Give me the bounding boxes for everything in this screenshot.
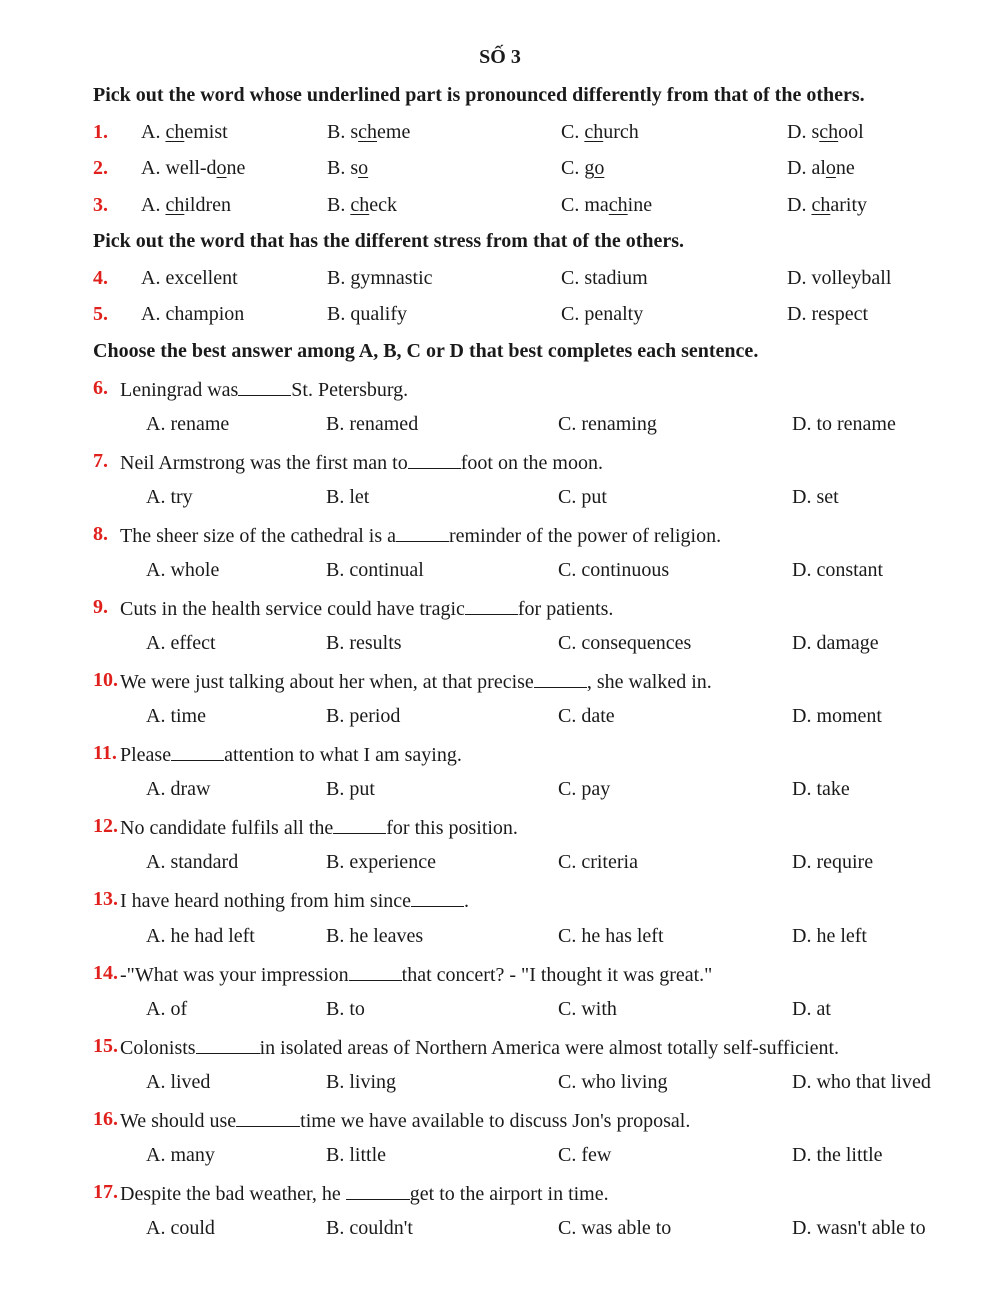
answer-blank[interactable] — [349, 962, 402, 981]
option-b[interactable]: B. continual — [326, 559, 424, 581]
option-b[interactable]: B. living — [326, 1071, 397, 1093]
option-b[interactable]: B. put — [326, 778, 375, 800]
option-c[interactable]: C. machine — [561, 194, 653, 216]
option-a[interactable]: A. draw — [146, 778, 211, 800]
answer-blank[interactable] — [346, 1181, 410, 1200]
option-a[interactable]: A. of — [146, 998, 188, 1020]
instruction-completion: Choose the best answer among A, B, C or D that best completes each sentence. — [93, 340, 759, 362]
option-d[interactable]: D. volleyball — [787, 267, 892, 289]
option-a[interactable]: A. standard — [146, 851, 239, 873]
option-b[interactable]: B. little — [326, 1144, 386, 1166]
option-d[interactable]: D. respect — [787, 303, 869, 325]
option-c[interactable]: C. criteria — [558, 851, 638, 873]
option-b[interactable]: B. let — [326, 486, 370, 508]
option-a[interactable]: A. excellent — [141, 267, 238, 289]
option-c[interactable]: C. date — [558, 705, 615, 727]
option-c[interactable]: C. go — [561, 157, 605, 179]
question-number: 11. — [93, 742, 117, 764]
question-number: 10. — [93, 669, 118, 691]
option-a[interactable]: A. lived — [146, 1071, 211, 1093]
question-stem: Colonists in isolated areas of Northern America were almost totally self-sufficient. — [120, 1037, 840, 1059]
question-number: 13. — [93, 888, 118, 910]
question-number: 3. — [93, 194, 108, 216]
option-c[interactable]: C. he has left — [558, 925, 664, 947]
instruction-pronunciation: Pick out the word whose underlined part is pronounced differently from that of the others. — [93, 84, 865, 106]
option-b[interactable]: B. qualify — [327, 303, 407, 325]
option-b[interactable]: B. period — [326, 705, 401, 727]
option-c[interactable]: C. pay — [558, 778, 611, 800]
option-d[interactable]: D. who that lived — [792, 1071, 931, 1093]
option-b[interactable]: B. results — [326, 632, 402, 654]
question-number: 6. — [93, 377, 108, 399]
answer-blank[interactable] — [465, 596, 518, 615]
option-b[interactable]: B. check — [327, 194, 397, 216]
option-a[interactable]: A. children — [141, 194, 231, 216]
option-b[interactable]: B. he leaves — [326, 925, 424, 947]
option-d[interactable]: D. require — [792, 851, 874, 873]
question-number: 1. — [93, 121, 108, 143]
option-d[interactable]: D. set — [792, 486, 839, 508]
question-number: 12. — [93, 815, 118, 837]
question-stem: -"What was your impression that concert? - "I thought it was great." — [120, 964, 713, 986]
answer-blank[interactable] — [534, 669, 587, 688]
option-d[interactable]: D. take — [792, 778, 850, 800]
answer-blank[interactable] — [238, 377, 291, 396]
question-stem: Please attention to what I am saying. — [120, 744, 462, 766]
page-title: SỐ 3 — [479, 46, 521, 68]
option-a[interactable]: A. many — [146, 1144, 215, 1166]
question-stem: The sheer size of the cathedral is a reminder of the power of religion. — [120, 525, 722, 547]
option-c[interactable]: C. who living — [558, 1071, 668, 1093]
option-d[interactable]: D. wasn't able to — [792, 1217, 926, 1239]
question-number: 4. — [93, 267, 108, 289]
option-a[interactable]: A. rename — [146, 413, 230, 435]
question-stem: We should use time we have available to discuss Jon's proposal. — [120, 1110, 691, 1132]
question-stem: We were just talking about her when, at that precise , she walked in. — [120, 671, 712, 693]
option-c[interactable]: C. few — [558, 1144, 612, 1166]
option-c[interactable]: C. penalty — [561, 303, 644, 325]
question-stem: Neil Armstrong was the first man to foot on the moon. — [120, 452, 603, 474]
option-c[interactable]: C. church — [561, 121, 639, 143]
option-b[interactable]: B. gymnastic — [327, 267, 433, 289]
option-d[interactable]: D. alone — [787, 157, 855, 179]
question-number: 2. — [93, 157, 108, 179]
option-a[interactable]: A. whole — [146, 559, 220, 581]
answer-blank[interactable] — [236, 1108, 300, 1127]
option-b[interactable]: B. so — [327, 157, 369, 179]
question-number: 7. — [93, 450, 108, 472]
option-c[interactable]: C. continuous — [558, 559, 670, 581]
question-number: 5. — [93, 303, 108, 325]
question-number: 9. — [93, 596, 108, 618]
option-b[interactable]: B. renamed — [326, 413, 419, 435]
question-number: 8. — [93, 523, 108, 545]
option-a[interactable]: A. could — [146, 1217, 215, 1239]
option-d[interactable]: D. school — [787, 121, 864, 143]
option-c[interactable]: C. consequences — [558, 632, 692, 654]
question-stem: Despite the bad weather, he get to the airport in time. — [120, 1183, 609, 1205]
answer-blank[interactable] — [196, 1035, 260, 1054]
option-c[interactable]: C. with — [558, 998, 617, 1020]
question-number: 16. — [93, 1108, 118, 1130]
option-d[interactable]: D. he left — [792, 925, 867, 947]
question-stem: I have heard nothing from him since . — [120, 890, 470, 912]
option-a[interactable]: A. well-done — [141, 157, 246, 179]
answer-blank[interactable] — [408, 450, 461, 469]
option-c[interactable]: C. stadium — [561, 267, 648, 289]
option-b[interactable]: B. experience — [326, 851, 436, 873]
option-a[interactable]: A. effect — [146, 632, 216, 654]
question-number: 17. — [93, 1181, 118, 1203]
option-a[interactable]: A. time — [146, 705, 206, 727]
question-stem: Cuts in the health service could have tragic for patients. — [120, 598, 614, 620]
question-number: 14. — [93, 962, 118, 984]
option-b[interactable]: B. couldn't — [326, 1217, 413, 1239]
option-c[interactable]: C. renaming — [558, 413, 657, 435]
option-a[interactable]: A. he had left — [146, 925, 255, 947]
question-stem: No candidate fulfils all the for this position. — [120, 817, 518, 839]
option-d[interactable]: D. moment — [792, 705, 882, 727]
answer-blank[interactable] — [396, 523, 449, 542]
option-a[interactable]: A. chemist — [141, 121, 228, 143]
option-d[interactable]: D. charity — [787, 194, 867, 216]
answer-blank[interactable] — [171, 742, 224, 761]
answer-blank[interactable] — [411, 888, 464, 907]
option-d[interactable]: D. damage — [792, 632, 879, 654]
option-a[interactable]: A. try — [146, 486, 193, 508]
option-b[interactable]: B. to — [326, 998, 365, 1020]
question-number: 15. — [93, 1035, 118, 1057]
option-c[interactable]: C. was able to — [558, 1217, 672, 1239]
option-c[interactable]: C. put — [558, 486, 607, 508]
option-b[interactable]: B. scheme — [327, 121, 411, 143]
option-d[interactable]: D. the little — [792, 1144, 883, 1166]
option-a[interactable]: A. champion — [141, 303, 245, 325]
instruction-stress: Pick out the word that has the different stress from that of the others. — [93, 230, 685, 252]
option-d[interactable]: D. constant — [792, 559, 884, 581]
question-stem: Leningrad was St. Petersburg. — [120, 379, 409, 401]
option-d[interactable]: D. to rename — [792, 413, 896, 435]
option-d[interactable]: D. at — [792, 998, 831, 1020]
answer-blank[interactable] — [333, 815, 386, 834]
